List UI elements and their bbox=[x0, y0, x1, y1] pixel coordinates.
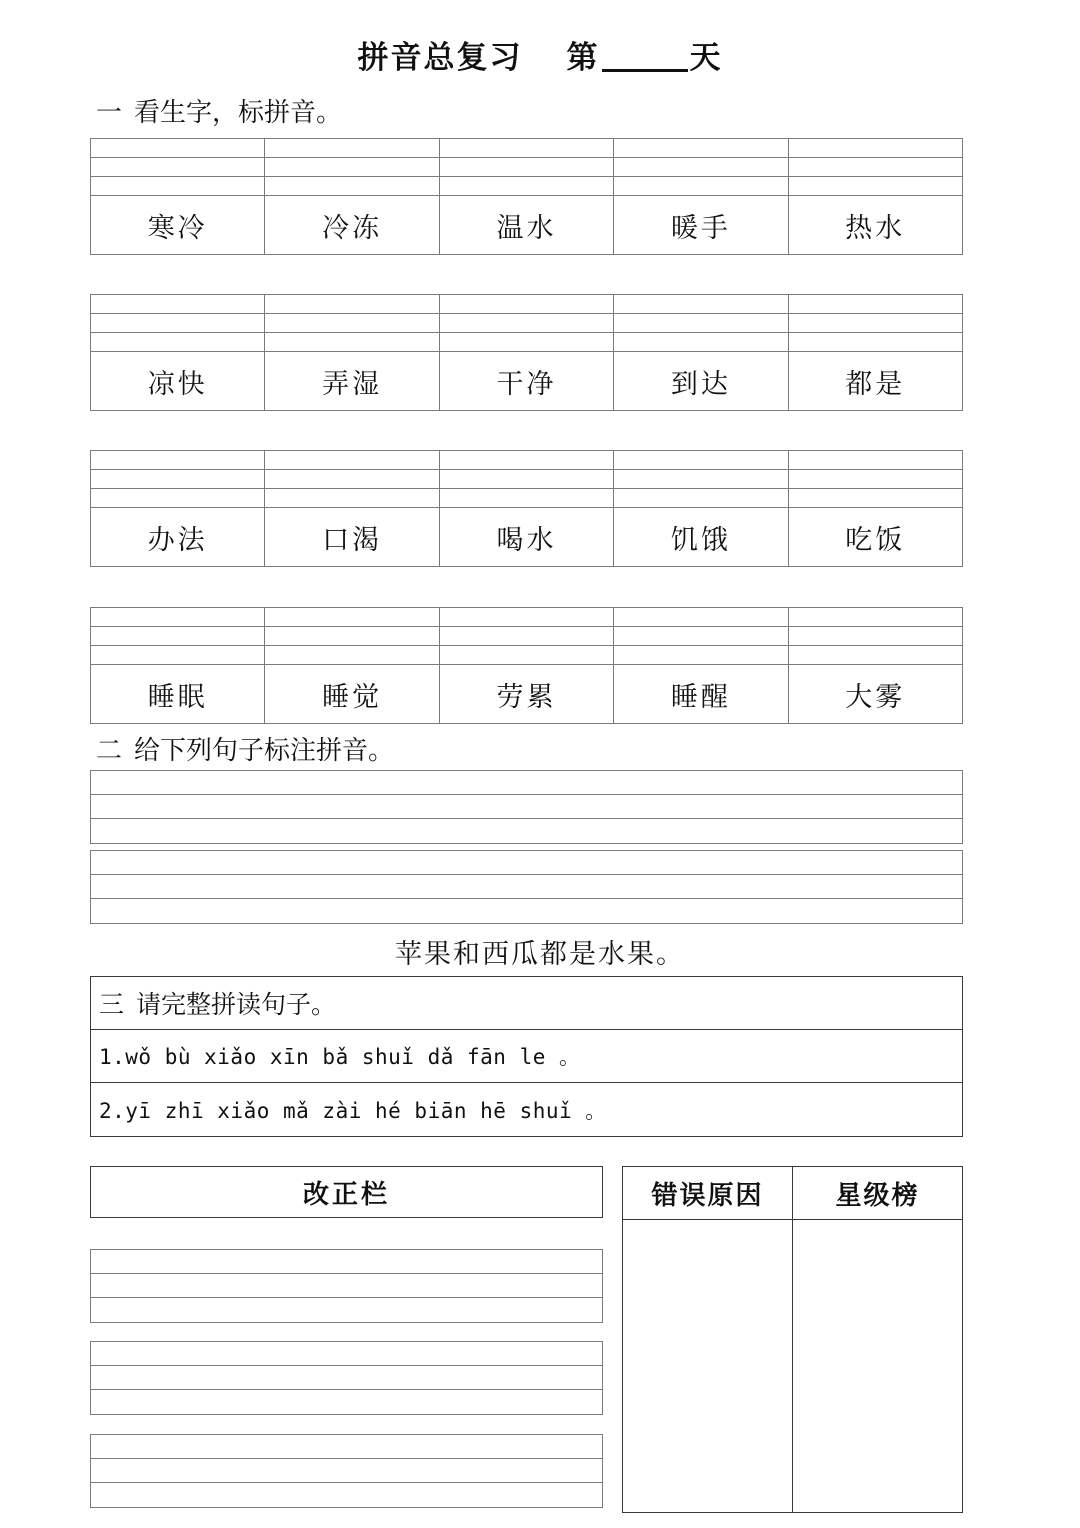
pinyin-cell[interactable] bbox=[788, 295, 962, 314]
pinyin-cell[interactable] bbox=[614, 139, 788, 158]
pinyin-cell[interactable] bbox=[265, 451, 439, 470]
pinyin-cell[interactable] bbox=[439, 177, 613, 196]
pinyin-cell[interactable] bbox=[265, 470, 439, 489]
word-cell: 吃饭 bbox=[788, 508, 962, 567]
word-table-2 bbox=[90, 294, 963, 411]
pinyin-cell[interactable] bbox=[788, 608, 962, 627]
pinyin-line-row[interactable] bbox=[91, 295, 963, 314]
section-two-label: 给下列句子标注拼音。 bbox=[134, 736, 395, 766]
word-cell: 冷冻 bbox=[265, 196, 439, 255]
pinyin-sentence-2: 2.yī zhī xiǎo mǎ zài hé biān hē shuǐ 。 bbox=[99, 1098, 607, 1123]
page-title-day-prefix: 第 bbox=[566, 40, 600, 76]
section-three-number: 三 bbox=[99, 990, 125, 1019]
pinyin-cell[interactable] bbox=[265, 333, 439, 352]
word-cell: 干净 bbox=[439, 352, 613, 411]
word-table-1 bbox=[90, 138, 963, 255]
correction-line[interactable] bbox=[91, 1250, 602, 1274]
pinyin-cell[interactable] bbox=[788, 333, 962, 352]
word-cell: 温水 bbox=[439, 196, 613, 255]
practice-sentence: 苹果和西瓜都是水果。 bbox=[395, 939, 685, 970]
pinyin-cell[interactable] bbox=[788, 489, 962, 508]
word-cell: 大雾 bbox=[788, 665, 962, 724]
pinyin-line-row[interactable] bbox=[91, 608, 963, 627]
word-row bbox=[91, 508, 963, 567]
word-row bbox=[91, 665, 963, 724]
pinyin-cell[interactable] bbox=[614, 627, 788, 646]
word-cell: 饥饿 bbox=[614, 508, 788, 567]
pinyin-cell[interactable] bbox=[614, 608, 788, 627]
page-title-day-suffix: 天 bbox=[689, 40, 723, 76]
pinyin-cell[interactable] bbox=[439, 627, 613, 646]
correction-line[interactable] bbox=[91, 1342, 602, 1366]
pinyin-cell[interactable] bbox=[439, 451, 613, 470]
day-blank-line bbox=[602, 69, 688, 72]
correction-column-header: 改正栏 bbox=[90, 1166, 603, 1218]
pinyin-cell[interactable] bbox=[439, 333, 613, 352]
pinyin-line-row[interactable] bbox=[91, 451, 963, 470]
pinyin-cell[interactable] bbox=[614, 314, 788, 333]
word-cell: 弄湿 bbox=[265, 352, 439, 411]
pinyin-cell[interactable] bbox=[265, 139, 439, 158]
pinyin-cell[interactable] bbox=[614, 451, 788, 470]
writing-line[interactable] bbox=[91, 899, 962, 923]
pinyin-cell[interactable] bbox=[788, 646, 962, 665]
pinyin-cell[interactable] bbox=[91, 295, 265, 314]
pinyin-cell[interactable] bbox=[91, 314, 265, 333]
star-rank-header: 星级榜 bbox=[835, 1180, 920, 1211]
pinyin-cell[interactable] bbox=[439, 470, 613, 489]
pinyin-cell[interactable] bbox=[439, 295, 613, 314]
pinyin-cell[interactable] bbox=[91, 470, 265, 489]
section-three-heading bbox=[91, 977, 962, 1030]
evaluation-table-header-row bbox=[623, 1167, 962, 1220]
correction-line[interactable] bbox=[91, 1274, 602, 1298]
pinyin-line-row[interactable] bbox=[91, 333, 963, 352]
evaluation-table-body-row bbox=[623, 1220, 962, 1512]
writing-line-group[interactable] bbox=[90, 850, 963, 924]
writing-line[interactable] bbox=[91, 875, 962, 899]
pinyin-cell[interactable] bbox=[265, 314, 439, 333]
star-rank-cell[interactable] bbox=[793, 1220, 962, 1512]
pinyin-cell[interactable] bbox=[91, 177, 265, 196]
pinyin-line-row[interactable] bbox=[91, 158, 963, 177]
pinyin-cell[interactable] bbox=[614, 489, 788, 508]
word-row bbox=[91, 196, 963, 255]
word-cell: 喝水 bbox=[439, 508, 613, 567]
pinyin-line-row[interactable] bbox=[91, 314, 963, 333]
pinyin-cell[interactable] bbox=[614, 333, 788, 352]
pinyin-cell[interactable] bbox=[265, 627, 439, 646]
pinyin-cell[interactable] bbox=[91, 608, 265, 627]
pinyin-line-row[interactable] bbox=[91, 627, 963, 646]
word-cell: 凉快 bbox=[91, 352, 265, 411]
pinyin-line-row[interactable] bbox=[91, 470, 963, 489]
pinyin-cell[interactable] bbox=[614, 295, 788, 314]
pinyin-line-row[interactable] bbox=[91, 139, 963, 158]
pinyin-cell[interactable] bbox=[614, 177, 788, 196]
word-cell: 劳累 bbox=[439, 665, 613, 724]
pinyin-cell[interactable] bbox=[788, 470, 962, 489]
pinyin-cell[interactable] bbox=[788, 627, 962, 646]
pinyin-cell[interactable] bbox=[91, 139, 265, 158]
pinyin-cell[interactable] bbox=[265, 646, 439, 665]
writing-line-group[interactable] bbox=[90, 770, 963, 844]
pinyin-cell[interactable] bbox=[614, 470, 788, 489]
writing-line[interactable] bbox=[91, 851, 962, 875]
pinyin-cell[interactable] bbox=[265, 158, 439, 177]
pinyin-cell[interactable] bbox=[91, 333, 265, 352]
pinyin-cell[interactable] bbox=[439, 489, 613, 508]
writing-line[interactable] bbox=[91, 795, 962, 819]
word-cell: 办法 bbox=[91, 508, 265, 567]
page-title-main: 拼音总复习 bbox=[357, 40, 523, 76]
pinyin-cell[interactable] bbox=[265, 177, 439, 196]
correction-line-group[interactable] bbox=[90, 1434, 603, 1508]
word-cell: 暖手 bbox=[614, 196, 788, 255]
section-one-heading bbox=[96, 92, 342, 129]
word-cell: 都是 bbox=[788, 352, 962, 411]
pinyin-cell[interactable] bbox=[439, 158, 613, 177]
pinyin-line-row[interactable] bbox=[91, 489, 963, 508]
writing-line[interactable] bbox=[91, 819, 962, 843]
word-cell: 睡醒 bbox=[614, 665, 788, 724]
pinyin-cell[interactable] bbox=[91, 646, 265, 665]
section-one-label: 看生字，标拼音。 bbox=[134, 98, 343, 128]
pinyin-cell[interactable] bbox=[265, 295, 439, 314]
word-cell: 睡眠 bbox=[91, 665, 265, 724]
pinyin-cell[interactable] bbox=[439, 139, 613, 158]
pinyin-cell[interactable] bbox=[91, 451, 265, 470]
word-table-4 bbox=[90, 607, 963, 724]
correction-line[interactable] bbox=[91, 1366, 602, 1390]
pinyin-cell[interactable] bbox=[265, 489, 439, 508]
correction-line[interactable] bbox=[91, 1459, 602, 1483]
correction-line-group[interactable] bbox=[90, 1249, 603, 1323]
correction-line[interactable] bbox=[91, 1390, 602, 1414]
error-reason-header: 错误原因 bbox=[623, 1167, 793, 1219]
pinyin-cell[interactable] bbox=[91, 489, 265, 508]
word-cell: 热水 bbox=[788, 196, 962, 255]
pinyin-cell[interactable] bbox=[614, 646, 788, 665]
writing-line[interactable] bbox=[91, 771, 962, 795]
pinyin-cell[interactable] bbox=[614, 158, 788, 177]
pinyin-cell[interactable] bbox=[788, 177, 962, 196]
pinyin-cell[interactable] bbox=[788, 314, 962, 333]
word-cell: 睡觉 bbox=[265, 665, 439, 724]
pinyin-cell[interactable] bbox=[788, 451, 962, 470]
pinyin-cell[interactable] bbox=[265, 608, 439, 627]
word-cell: 寒冷 bbox=[91, 196, 265, 255]
pinyin-line-row[interactable] bbox=[91, 177, 963, 196]
pinyin-cell[interactable] bbox=[788, 158, 962, 177]
error-reason-cell[interactable] bbox=[623, 1220, 793, 1512]
section-three-box bbox=[90, 976, 963, 1137]
correction-line-group[interactable] bbox=[90, 1341, 603, 1415]
pinyin-cell[interactable] bbox=[91, 158, 265, 177]
word-table-3 bbox=[90, 450, 963, 567]
pinyin-cell[interactable] bbox=[439, 314, 613, 333]
section-two-heading bbox=[96, 730, 394, 767]
word-row bbox=[91, 352, 963, 411]
correction-line[interactable] bbox=[91, 1298, 602, 1322]
page-title bbox=[0, 32, 1080, 77]
section-one-number: 一 bbox=[96, 98, 123, 128]
correction-line[interactable] bbox=[91, 1483, 602, 1507]
word-cell: 口渴 bbox=[265, 508, 439, 567]
evaluation-table bbox=[622, 1166, 963, 1513]
pinyin-cell[interactable] bbox=[788, 139, 962, 158]
pinyin-sentence-1: 1.wǒ bù xiǎo xīn bǎ shuǐ dǎ fān le 。 bbox=[91, 1030, 962, 1083]
pinyin-cell[interactable] bbox=[439, 646, 613, 665]
word-cell: 到达 bbox=[614, 352, 788, 411]
pinyin-line-row[interactable] bbox=[91, 646, 963, 665]
section-three-label: 请完整拼读句子。 bbox=[136, 990, 337, 1019]
pinyin-cell[interactable] bbox=[91, 627, 265, 646]
correction-line[interactable] bbox=[91, 1435, 602, 1459]
section-two-number: 二 bbox=[96, 736, 123, 766]
pinyin-cell[interactable] bbox=[439, 608, 613, 627]
